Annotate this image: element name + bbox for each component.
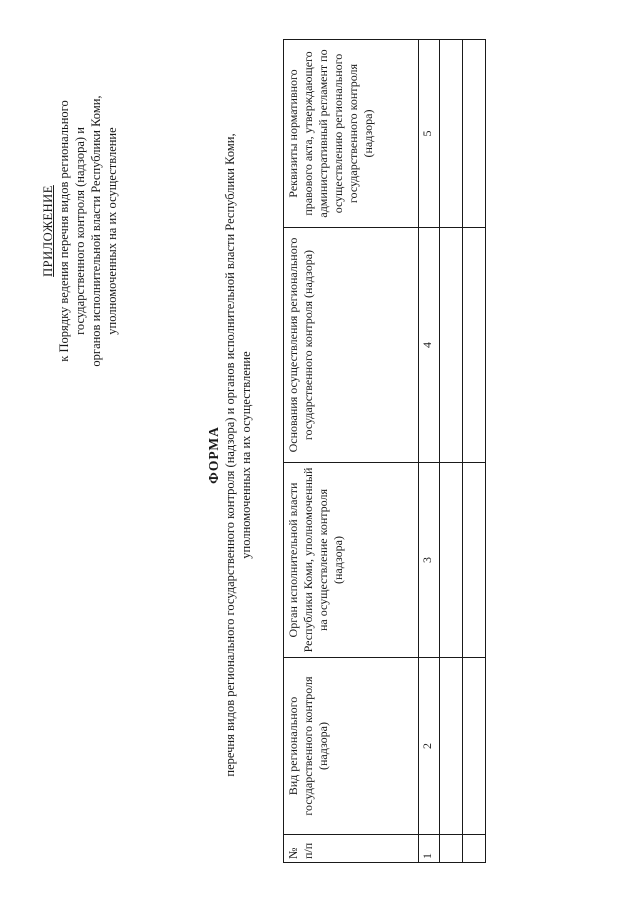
- appendix-line: к Порядку ведения перечня видов регионального: [57, 100, 71, 362]
- form-subtitle-line: уполномоченных на их осуществление: [239, 351, 253, 559]
- table-cell[interactable]: [463, 658, 486, 835]
- table-cell[interactable]: [463, 835, 486, 863]
- appendix-line: уполномоченных на их осуществление: [105, 127, 119, 335]
- header-regulation-details: Реквизиты нормативного правового акта, утверждающего административный регламент по осуществлению регионального государственного контроля (надзора): [284, 40, 419, 228]
- appendix-line: органов исполнительной власти Республики Коми,: [89, 95, 103, 367]
- table-row: [463, 40, 486, 863]
- header-authority: Орган исполнительной власти Республики Коми, уполномоченный на осуществление контроля (надзора): [284, 463, 419, 658]
- table-row: [440, 40, 463, 863]
- table-cell[interactable]: [440, 658, 463, 835]
- table-cell[interactable]: [463, 228, 486, 463]
- form-subtitle-line: перечня видов регионального государственного контроля (надзора) и органов исполнительной власти Республики Коми,: [223, 133, 237, 777]
- form-title-block: [206, 45, 254, 865]
- table-cell[interactable]: [463, 40, 486, 228]
- form-heading: ФОРМА: [206, 426, 221, 484]
- column-number: 2: [419, 658, 440, 835]
- header-number: № п/п: [284, 835, 419, 863]
- table-cell[interactable]: [440, 228, 463, 463]
- appendix-block: [40, 61, 120, 401]
- table-cell[interactable]: [463, 463, 486, 658]
- table-cell[interactable]: [440, 463, 463, 658]
- column-number: 1: [419, 835, 440, 863]
- header-control-type: Вид регионального государственного контроля (надзора): [284, 658, 419, 835]
- table-cell[interactable]: [440, 835, 463, 863]
- column-number: 3: [419, 463, 440, 658]
- column-number: 4: [419, 228, 440, 463]
- table-header-row: [284, 40, 419, 863]
- table-cell[interactable]: [440, 40, 463, 228]
- appendix-line: государственного контроля (надзора) и: [73, 127, 87, 335]
- header-grounds: Основания осуществления регионального государственного контроля (надзора): [284, 228, 419, 463]
- table-numbering-row: [419, 40, 440, 863]
- registry-table: [283, 39, 486, 863]
- column-number: 5: [419, 40, 440, 228]
- appendix-title: ПРИЛОЖЕНИЕ: [41, 185, 55, 277]
